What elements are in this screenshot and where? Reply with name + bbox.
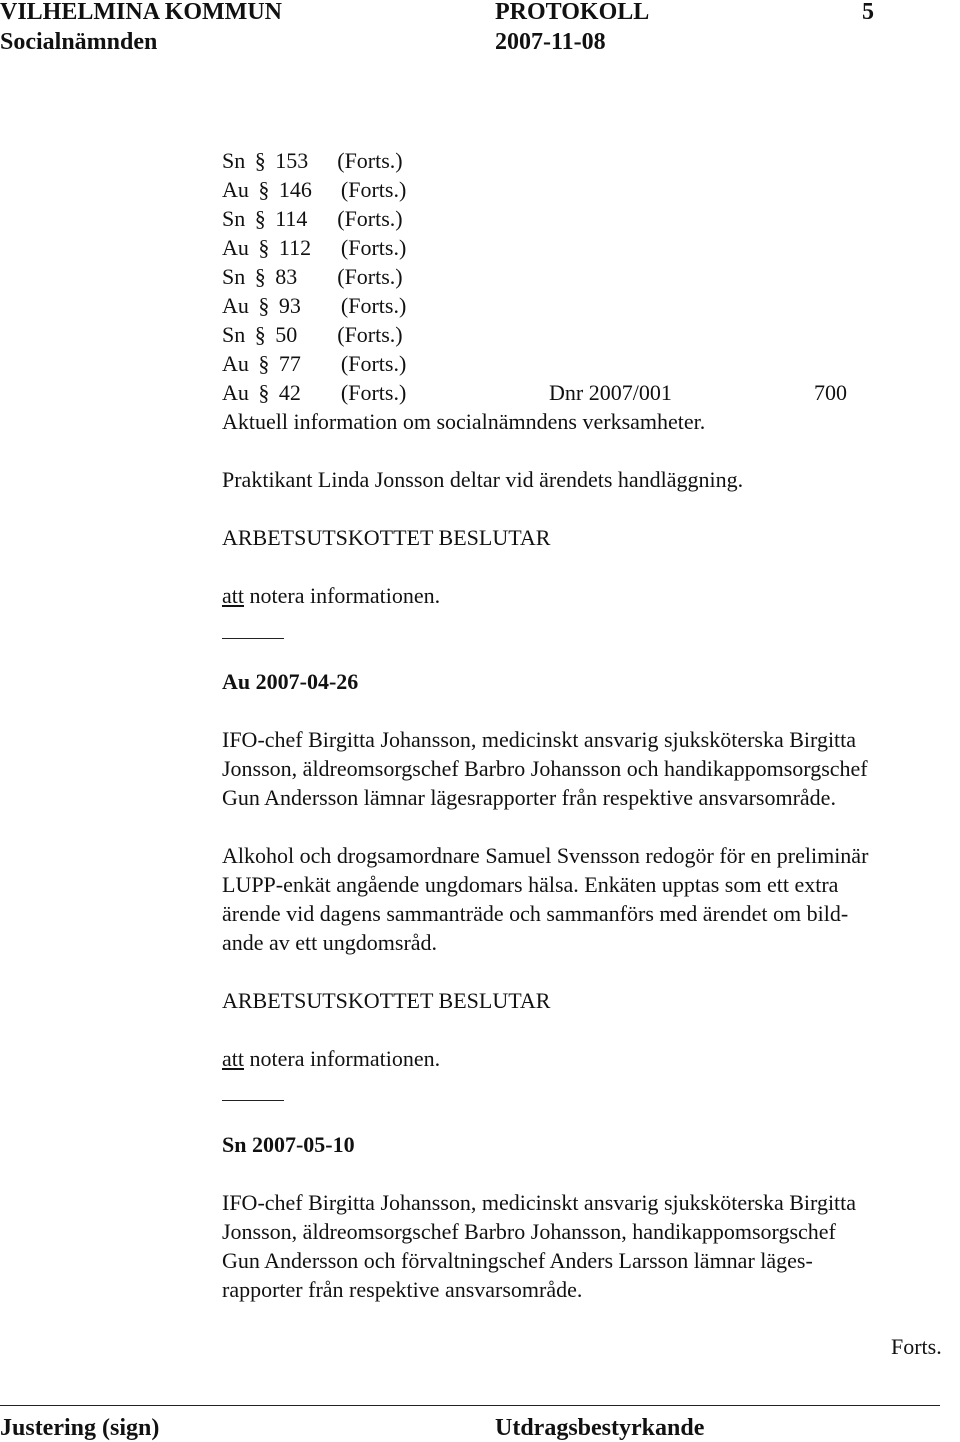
section-symbol: § <box>254 264 266 289</box>
dnr-code: 700 <box>814 380 847 405</box>
reference-prefix: Au <box>222 293 249 318</box>
section-symbol: § <box>254 322 266 347</box>
doc-type: PROTOKOLL <box>495 0 650 25</box>
separator-dash <box>222 1100 284 1101</box>
meeting-date: 2007-11-08 <box>495 29 606 55</box>
section-symbol: § <box>258 177 270 202</box>
text-line: LUPP-enkät angående ungdomars hälsa. Enkäten upptas som ett extra <box>222 872 839 897</box>
text-line: ande av ett ungdomsråd. <box>222 930 438 955</box>
intro-text: Praktikant Linda Jonsson deltar vid ärendets handläggning. <box>222 467 744 492</box>
reference-suffix: (Forts.) <box>340 293 407 318</box>
reference-number: 146 <box>278 177 312 202</box>
au-decision-heading: ARBETSUTSKOTTET BESLUTAR <box>222 988 551 1013</box>
decision-line <box>222 581 440 610</box>
section-title-au: Au 2007-04-26 <box>222 669 359 694</box>
reference-number: 77 <box>278 351 301 376</box>
reference-line <box>222 349 406 378</box>
reference-prefix: Au <box>222 351 249 376</box>
au-paragraph-2 <box>222 841 868 957</box>
reference-number: 153 <box>275 148 309 173</box>
reference-suffix: (Forts.) <box>337 206 403 231</box>
reference-line <box>222 233 406 262</box>
board-name: Socialnämnden <box>0 29 158 55</box>
reference-prefix: Au <box>222 235 249 260</box>
reference-suffix: (Forts.) <box>337 264 403 289</box>
reference-number: 114 <box>275 206 308 231</box>
decision-att: att <box>222 1046 244 1071</box>
continued-marker: Forts. <box>891 1334 942 1359</box>
text-line: IFO-chef Birgitta Johansson, medicinskt ansvarig sjuksköterska Birgitta <box>222 1190 857 1215</box>
footer-rule <box>0 1405 940 1406</box>
section-symbol: § <box>254 206 266 231</box>
reference-number: 50 <box>275 322 298 347</box>
section-symbol: § <box>258 235 270 260</box>
reference-prefix: Sn <box>222 148 246 173</box>
paragraph-references <box>222 146 406 407</box>
dnr: Dnr 2007/001 <box>549 380 672 405</box>
reference-line <box>222 175 406 204</box>
text-line: Jonsson, äldreomsorgschef Barbro Johansson och handikappomsorgschef <box>222 756 868 781</box>
reference-number: 93 <box>278 293 301 318</box>
reference-number: 83 <box>275 264 298 289</box>
decision-heading: ARBETSUTSKOTTET BESLUTAR <box>222 525 551 550</box>
reference-prefix: Sn <box>222 206 246 231</box>
footer-certification-label: Utdragsbestyrkande <box>495 1415 705 1441</box>
text-line: ärende vid dagens sammanträde och sammanförs med ärendet om bild- <box>222 901 849 926</box>
reference-prefix: Sn <box>222 264 246 289</box>
text-line: rapporter från respektive ansvarsområde. <box>222 1277 583 1302</box>
separator-dash <box>222 638 284 639</box>
reference-line <box>222 378 406 407</box>
section-symbol: § <box>258 351 270 376</box>
reference-prefix: Au <box>222 177 249 202</box>
reference-line <box>222 262 406 291</box>
subject: Aktuell information om socialnämndens verksamheter. <box>222 409 706 434</box>
footer-signature-label: Justering (sign) <box>0 1415 160 1441</box>
section-symbol: § <box>254 148 266 173</box>
reference-number: 42 <box>278 380 301 405</box>
section-title-sn: Sn 2007-05-10 <box>222 1132 355 1157</box>
section-symbol: § <box>258 380 270 405</box>
reference-suffix: (Forts.) <box>340 177 407 202</box>
page-number: 5 <box>862 0 874 25</box>
reference-prefix: Sn <box>222 322 246 347</box>
reference-suffix: (Forts.) <box>337 148 403 173</box>
reference-line <box>222 146 406 175</box>
reference-number: 112 <box>278 235 312 260</box>
text-line: Gun Andersson lämnar lägesrapporter från respektive ansvarsområde. <box>222 785 836 810</box>
text-line: IFO-chef Birgitta Johansson, medicinskt ansvarig sjuksköterska Birgitta <box>222 727 857 752</box>
reference-line <box>222 320 406 349</box>
section-symbol: § <box>258 293 270 318</box>
org-name: VILHELMINA KOMMUN <box>0 0 282 25</box>
decision-text: notera informationen. <box>249 583 441 608</box>
reference-suffix: (Forts.) <box>340 380 407 405</box>
au-paragraph-1 <box>222 725 868 812</box>
reference-line <box>222 291 406 320</box>
reference-suffix: (Forts.) <box>340 235 407 260</box>
decision-text: notera informationen. <box>249 1046 441 1071</box>
text-line: Gun Andersson och förvaltningschef Anders Larsson lämnar läges- <box>222 1248 813 1273</box>
reference-line <box>222 204 406 233</box>
text-line: Jonsson, äldreomsorgschef Barbro Johansson, handikappomsorgschef <box>222 1219 836 1244</box>
au-decision-line <box>222 1044 440 1073</box>
sn-paragraph-1 <box>222 1188 856 1304</box>
reference-suffix: (Forts.) <box>340 351 407 376</box>
decision-att: att <box>222 583 244 608</box>
reference-suffix: (Forts.) <box>337 322 403 347</box>
reference-prefix: Au <box>222 380 249 405</box>
text-line: Alkohol och drogsamordnare Samuel Svensson redogör för en preliminär <box>222 843 869 868</box>
